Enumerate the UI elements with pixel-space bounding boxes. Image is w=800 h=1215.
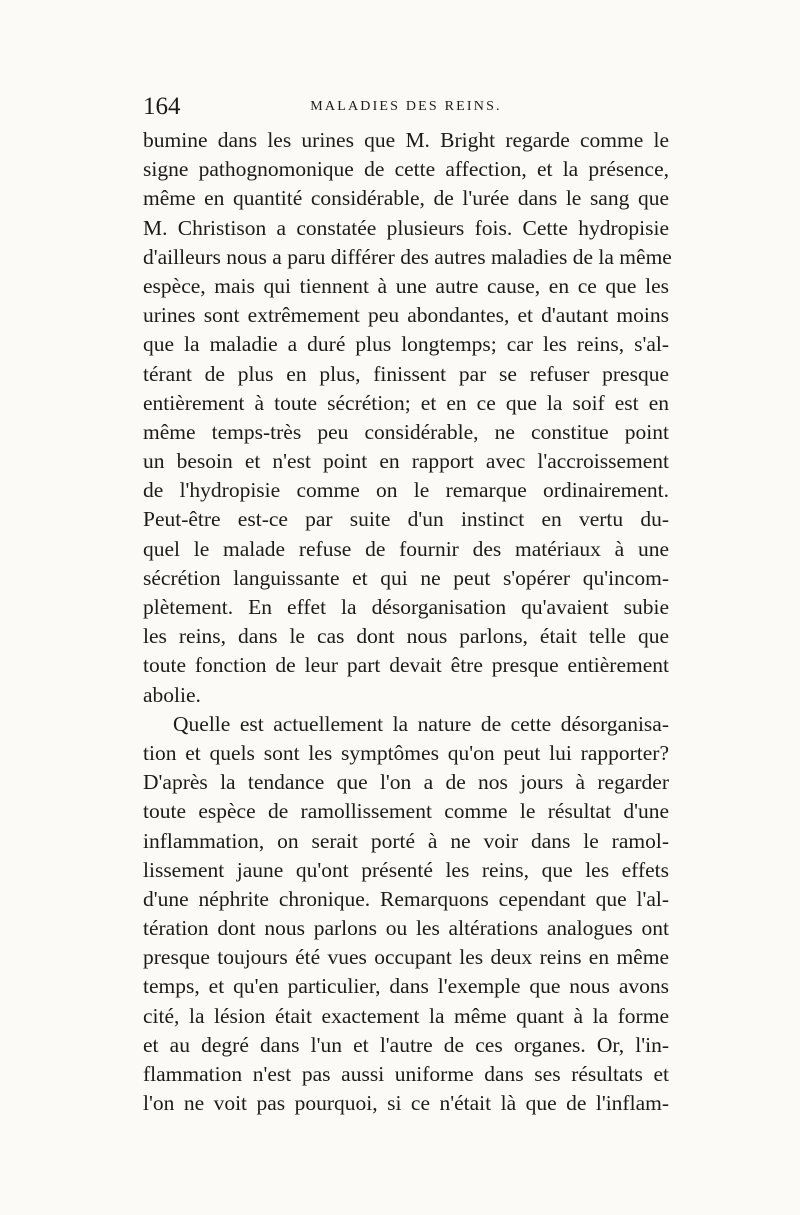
running-title: MALADIES DES REINS. (310, 99, 502, 114)
text-line: que la maladie a duré plus longtemps; car les reins, s'al- (143, 332, 669, 357)
text-line: quel le malade refuse de fournir des matériaux à une (143, 536, 669, 561)
text-line: un besoin et n'est point en rapport avec l'accroissement (143, 449, 669, 474)
text-line: temps, et qu'en particulier, dans l'exemple que nous avons (143, 974, 669, 999)
paragraph-start-line: Quelle est actuellement la nature de cette désorganisa- (173, 711, 669, 736)
text-line: sécrétion languissante et qui ne peut s'opérer qu'incom- (143, 565, 669, 590)
text-line: signe pathognomonique de cette affection, et la présence, (143, 157, 669, 182)
text-line: d'ailleurs nous a paru différer des autres maladies de la même (143, 244, 672, 269)
text-line: plètement. En effet la désorganisation qu'avaient subie (143, 595, 669, 619)
text-line: toute fonction de leur part devait être presque entièrement (143, 653, 669, 678)
text-line: tération dont nous parlons ou les altérations analogues ont (143, 916, 669, 941)
text-line: l'on ne voit pas pourquoi, si ce n'était là que de l'inflam- (143, 1091, 669, 1116)
page-number: 164 (143, 93, 181, 120)
text-line: tion et quels sont les symptômes qu'on peut lui rapporter? (143, 740, 669, 765)
text-line: D'après la tendance que l'on a de nos jours à regarder (143, 770, 669, 795)
body-text (143, 126, 672, 1118)
text-line: même temps-très peu considérable, ne constitue point (143, 419, 669, 444)
text-line: presque toujours été vues occupant les deux reins en même (143, 945, 669, 970)
text-line: Peut-être est-ce par suite d'un instinct en vertu du- (143, 507, 669, 532)
text-line: inflammation, on serait porté à ne voir dans le ramol- (143, 828, 669, 853)
text-line: espèce, mais qui tiennent à une autre cause, en ce que les (143, 273, 669, 298)
paragraph-end-line: abolie. (143, 682, 201, 707)
text-line: bumine dans les urines que M. Bright regarde comme le (143, 128, 669, 152)
page-header (143, 92, 669, 122)
text-line: cité, la lésion était exactement la même quant à la forme (143, 1003, 669, 1028)
text-line: toute espèce de ramollissement comme le résultat d'une (143, 799, 669, 824)
text-line: de l'hydropisie comme on le remarque ordinairement. (143, 478, 669, 503)
text-line: M. Christison a constatée plusieurs fois. Cette hydropisie (143, 215, 669, 240)
text-line: térant de plus en plus, finissent par se refuser presque (143, 361, 669, 386)
text-line: d'une néphrite chronique. Remarquons cependant que l'al- (143, 886, 669, 911)
text-line: les reins, dans le cas dont nous parlons, était telle que (143, 624, 669, 649)
text-line: entièrement à toute sécrétion; et en ce que la soif est en (143, 390, 669, 415)
text-line: flammation n'est pas aussi uniforme dans ses résultats et (143, 1062, 669, 1086)
text-line: urines sont extrêmement peu abondantes, et d'autant moins (143, 303, 669, 328)
text-line: même en quantité considérable, de l'urée dans le sang que (143, 186, 669, 211)
text-line: et au degré dans l'un et l'autre de ces organes. Or, l'in- (143, 1032, 669, 1057)
text-line: lissement jaune qu'ont présenté les reins, que les effets (143, 857, 669, 882)
